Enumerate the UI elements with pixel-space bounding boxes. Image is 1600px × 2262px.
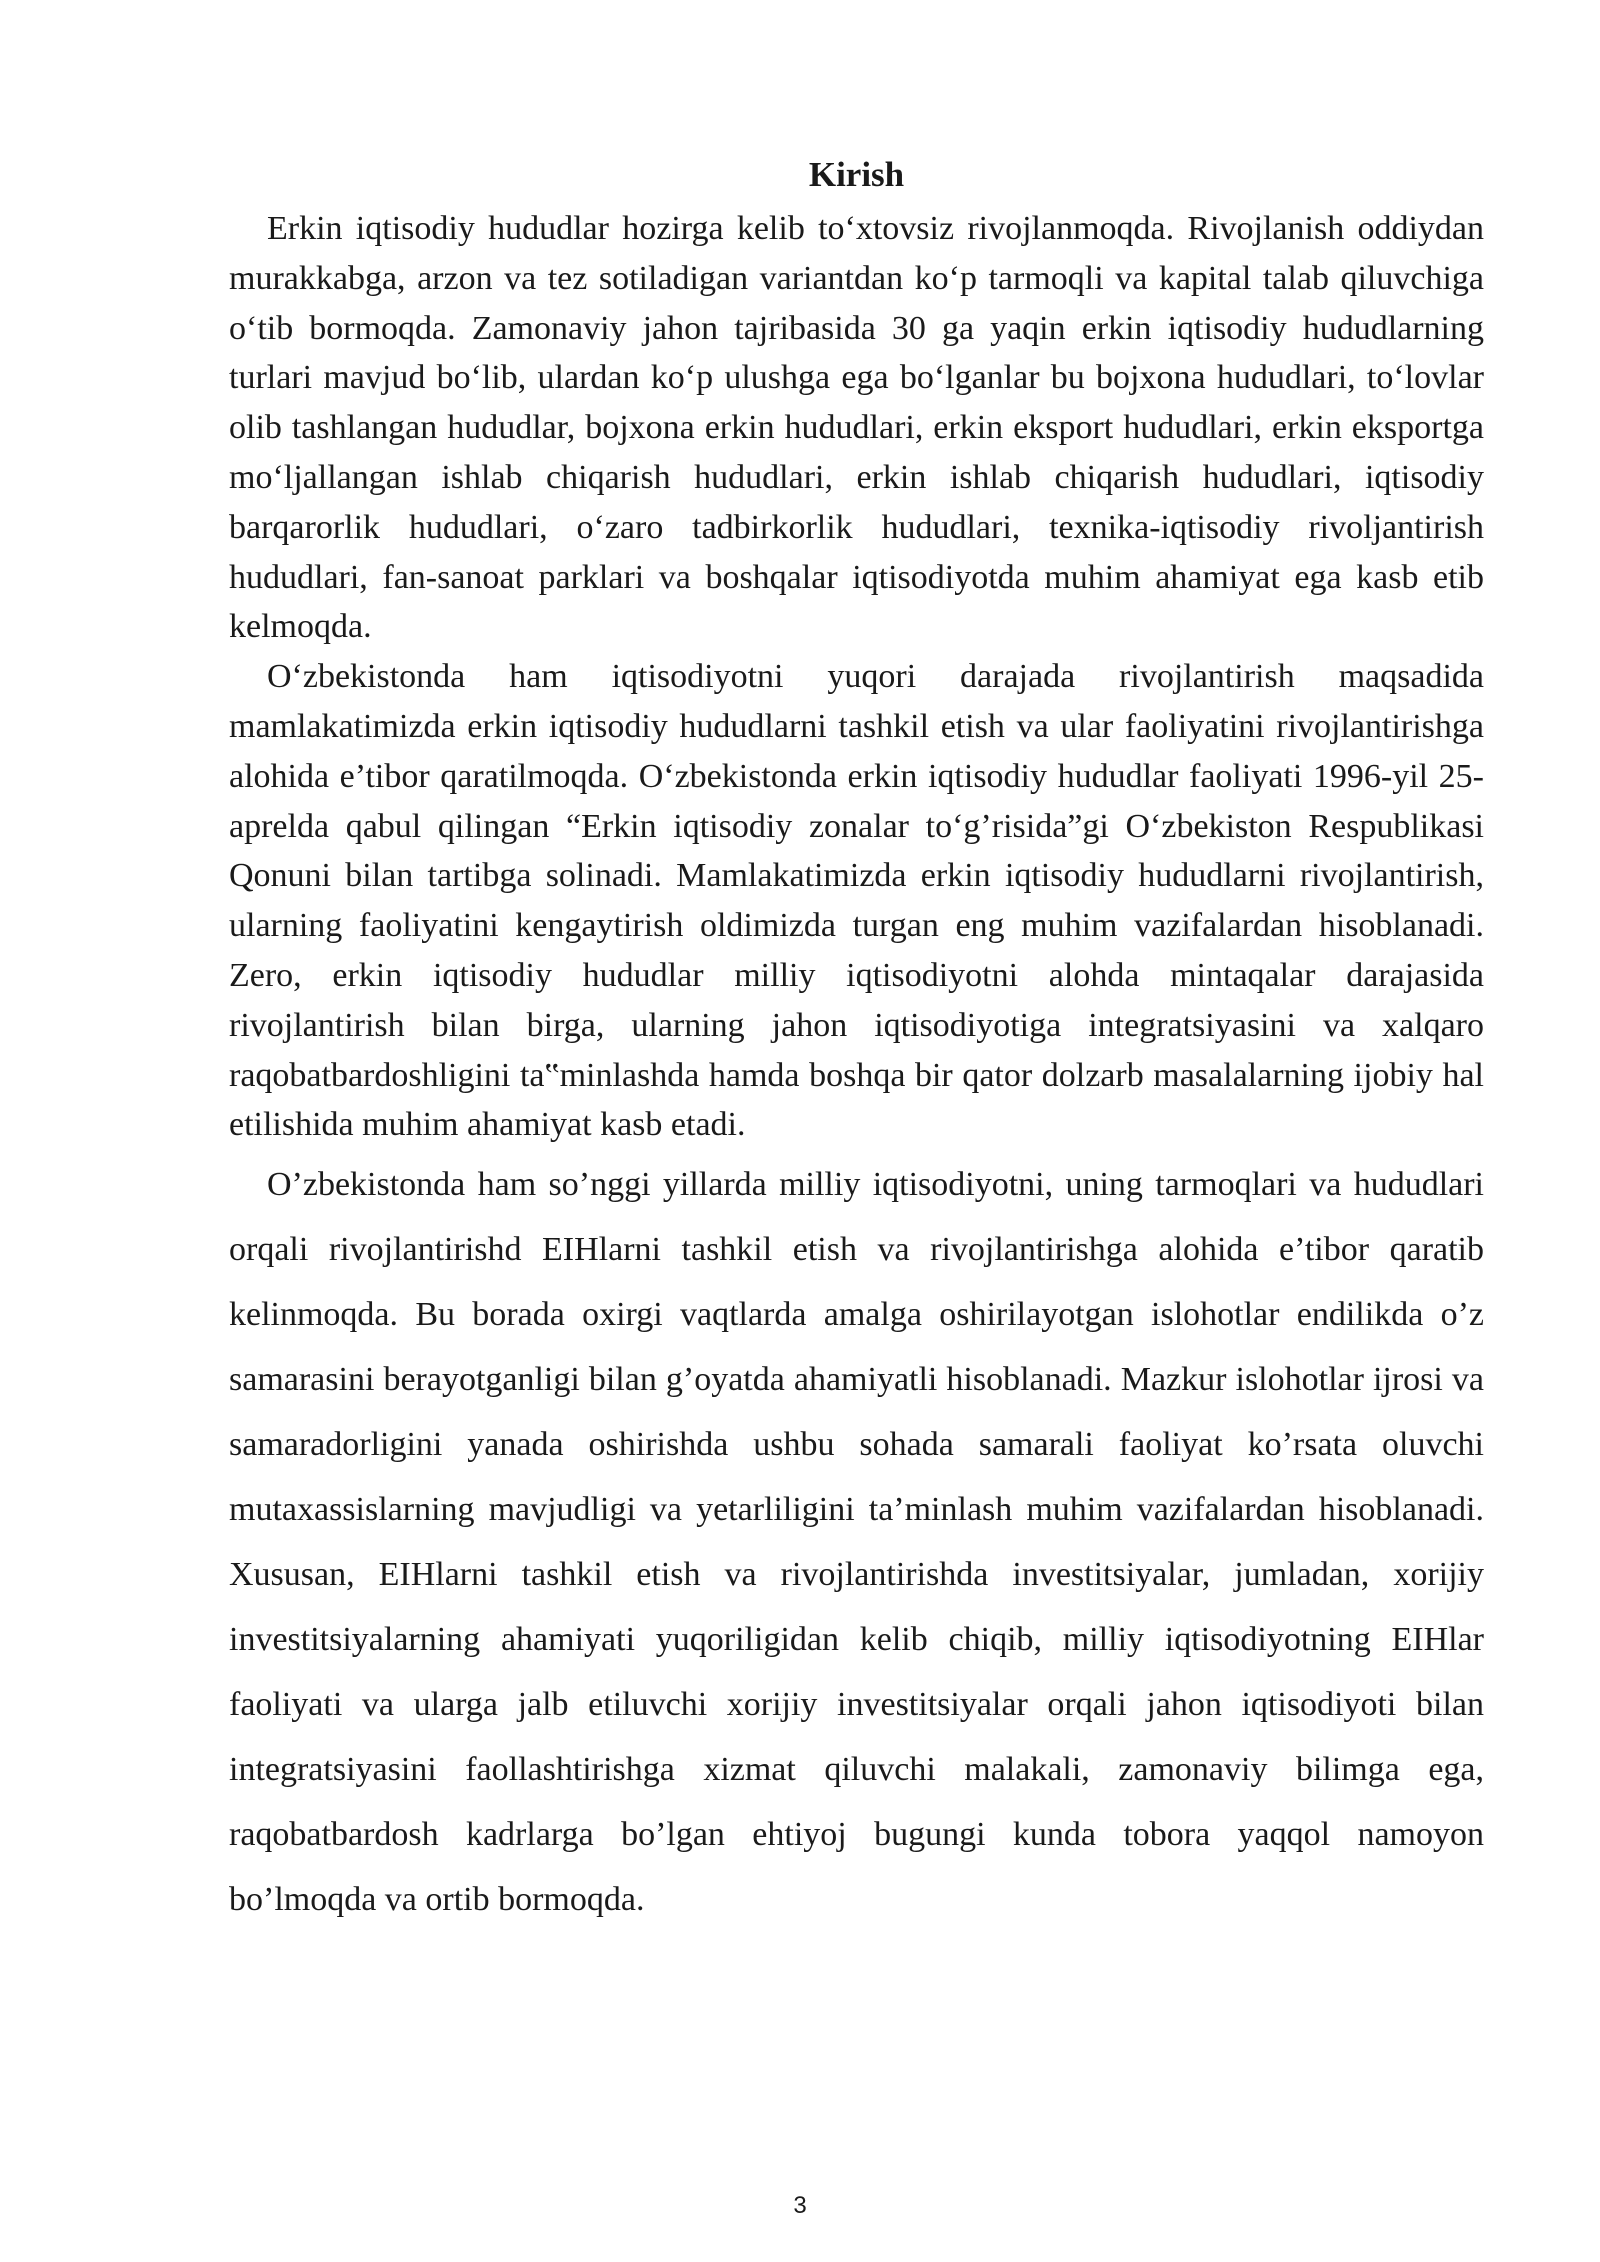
paragraph-3: O’zbekistonda ham so’nggi yillarda milliy iqtisodiyotni, uning tarmoqlari va hududlari orqali rivojlantirishd EIHlarni tashkil etish va rivojlantirishga alohida e’tibor qaratib kelinmoqda. Bu borada oxirgi vaqtlarda amalga oshirilayotgan islohotlar endilikda o’z samarasini berayotganligi bilan g’oyatda ahamiyatli hisoblanadi. Mazkur islohotlar ijrosi va samaradorligini yanada oshirishda ushbu sohada samarali faoliyat ko’rsata oluvchi mutaxassislarning mavjudligi va yetarliligini ta’minlash muhim vazifalardan hisoblanadi. Xususan, EIHlarni tashkil etish va rivojlantirishda investitsiyalar, jumladan, xorijiy investitsiyalarning ahamiyati yuqoriligidan kelib chiqib, milliy iqtisodiyotning EIHlar faoliyati va ularga jalb etiluvchi xorijiy investitsiyalar orqali jahon iqtisodiyoti bilan integratsiyasini faollashtirishga xizmat qiluvchi malakali, zamonaviy bilimga ega, raqobatbardosh kadrlarga bo’lgan ehtiyoj bugungi kunda tobora yaqqol namoyon bo’lmoqda va ortib bormoqda. bbox=[229, 1166, 1484, 1919]
page-number: 3 bbox=[793, 2192, 807, 2219]
page-content bbox=[229, 148, 1484, 1932]
section-title: Kirish bbox=[808, 155, 905, 194]
paragraph-1: Erkin iqtisodiy hududlar hozirga kelib to‘xtovsiz rivojlanmoqda. Rivojlanish oddiydan murakkabga, arzon va tez sotiladigan variantdan ko‘p tarmoqli va kapital talab qiluvchiga o‘tib bormoqda. Zamonaviy jahon tajribasida 30 ga yaqin erkin iqtisodiy hududlarning turlari mavjud bo‘lib, ulardan ko‘p ulushga ega bo‘lganlar bu bojxona hududlari, to‘lovlar olib tashlangan hududlar, bojxona erkin hududlari, erkin eksport hududlari, erkin eksportga mo‘ljallangan ishlab chiqarish hududlari, erkin ishlab chiqarish hududlari, iqtisodiy barqarorlik hududlari, o‘zaro tadbirkorlik hududlari, texnika-iqtisodiy rivoljantirish hududlari, fan-sanoat parklari va boshqalar iqtisodiyotda muhim ahamiyat ega kasb etib kelmoqda. bbox=[229, 210, 1484, 646]
paragraph-2: O‘zbekistonda ham iqtisodiyotni yuqori darajada rivojlantirish maqsadida mamlakatimizda erkin iqtisodiy hududlarni tashkil etish va ular faoliyatini rivojlantirishga alohida e’tibor qaratilmoqda. O‘zbekistonda erkin iqtisodiy hududlar faoliyati 1996-yil 25-aprelda qabul qilingan “Erkin iqtisodiy zonalar to‘g’risida”gi O‘zbekiston Respublikasi Qonuni bilan tartibga solinadi. Mamlakatimizda erkin iqtisodiy hududlarni rivojlantirish, ularning faoliyatini kengaytirish oldimizda turgan eng muhim vazifalardan hisoblanadi. Zero, erkin iqtisodiy hududlar milliy iqtisodiyotni alohda mintaqalar darajasida rivojlantirish bilan birga, ularning jahon iqtisodiyotiga integratsiyasini va xalqaro raqobatbardoshligini ta‟minlashda hamda boshqa bir qator dolzarb masalalarning ijobiy hal etilishida muhim ahamiyat kasb etadi. bbox=[229, 658, 1484, 1144]
